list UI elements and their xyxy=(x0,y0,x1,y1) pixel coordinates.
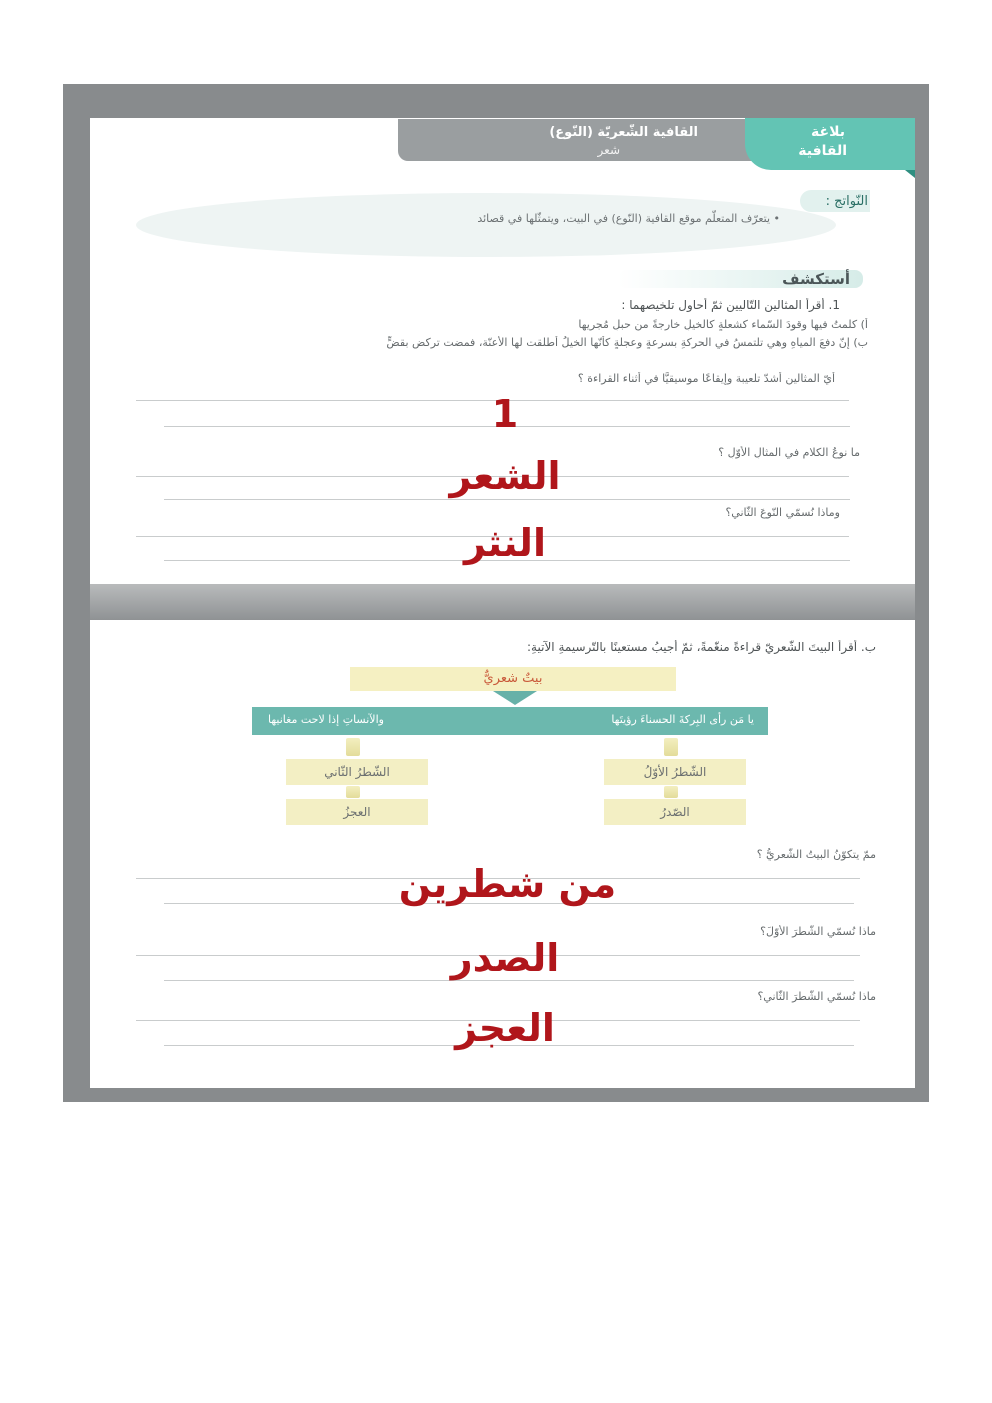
example-1: أ) كلمتُ فيها وقودَ السّماء كشعلةٍ كالخيلِ خارجةً من حبلِ مُجريها xyxy=(578,318,868,331)
handwritten-answer-2: الشعر xyxy=(449,454,561,498)
ajuz-box: العجزُ xyxy=(286,799,428,825)
question-b1: ممّ يتكوّنُ البيتُ الشّعريُّ ؟ xyxy=(756,848,876,861)
down-arrow-icon xyxy=(664,738,678,756)
verse-first-half-text: يا مَن رأى البِركةَ الحسناءَ رؤيتَها xyxy=(611,713,754,726)
example-2: ب) إنّ دفعَ المياهِ وهي تلتمسُ في الحركةِ بسرعةٍ وعجلةٍ كأنّها الخيلُ أطلقت لها الأعنّة، فمضت تركض بقضٍّ xyxy=(386,336,868,349)
down-arrow-icon xyxy=(664,786,678,798)
down-arrow-icon xyxy=(346,786,360,798)
second-half-box: الشّطرُ الثّاني xyxy=(286,759,428,785)
question-b2: ماذا نُسمّي الشّطرَ الأوّلَ؟ xyxy=(760,925,876,938)
question-2: ما نوعُ الكلامِ في المثالِ الأوّلِ ؟ xyxy=(718,446,860,459)
part-b-instruction: ب. أقرأ البيتَ الشّعريّ قراءةً منغّمةً، ثمّ أجيبُ مستعينًا بالتّرسيمةِ الآتيةِ: xyxy=(527,640,876,654)
diagram-verse-box xyxy=(350,667,676,691)
lesson-title: القافية الشّعريّة (النّوع) xyxy=(549,125,698,140)
first-half-box: الشّطرُ الأوّلُ xyxy=(604,759,746,785)
card-gap xyxy=(90,584,915,620)
answer-line xyxy=(164,980,854,981)
category-line-1: بلاغة xyxy=(811,124,845,140)
handwritten-answer-b3: العجز xyxy=(455,1006,555,1050)
lesson-category-tab xyxy=(745,118,915,170)
explore-instruction: 1. أقرأ المثالين التّاليين ثمّ أحاول تلخيصهما : xyxy=(621,298,840,312)
sadr-box: الصّدرُ xyxy=(604,799,746,825)
handwritten-answer-1: 1 xyxy=(491,392,519,436)
category-line-2: القافية xyxy=(798,143,847,159)
handwritten-answer-b1: من شطرين xyxy=(398,862,617,906)
lesson-title-banner xyxy=(398,119,768,161)
handwritten-answer-b2: الصدر xyxy=(450,936,560,980)
question-b3: ماذا نُسمّي الشّطرَ الثّاني؟ xyxy=(757,990,876,1003)
tab-fold xyxy=(905,170,915,178)
question-3: وماذا نُسمّي النّوعَ الثّاني؟ xyxy=(725,506,840,519)
lesson-subtitle: شعر xyxy=(597,143,620,157)
explore-heading: أستكشف xyxy=(782,270,850,288)
outcomes-label: النّواتج : xyxy=(825,194,868,209)
outcomes-text: • يتعرّف المتعلّم موقع القافية (النّوع) في البيت، ويتمثّلها في قصائد xyxy=(477,212,780,225)
answer-line xyxy=(164,499,850,500)
handwritten-answer-3: النثر xyxy=(464,521,546,565)
outcomes-background xyxy=(136,193,836,257)
question-1: أيّ المثالين أشدّ تلعيبة وإيقاعًا موسيقيًّا في أثناء القراءة ؟ xyxy=(577,372,835,385)
down-arrow-icon xyxy=(346,738,360,756)
diagram-verse-bar xyxy=(252,707,768,735)
diagram-down-arrow xyxy=(493,691,537,705)
verse-second-half-text: والآنساتِ إذا لاحت مغانيها xyxy=(268,713,384,726)
diagram-verse-label: بيتٌ شعريٌّ xyxy=(483,671,543,686)
